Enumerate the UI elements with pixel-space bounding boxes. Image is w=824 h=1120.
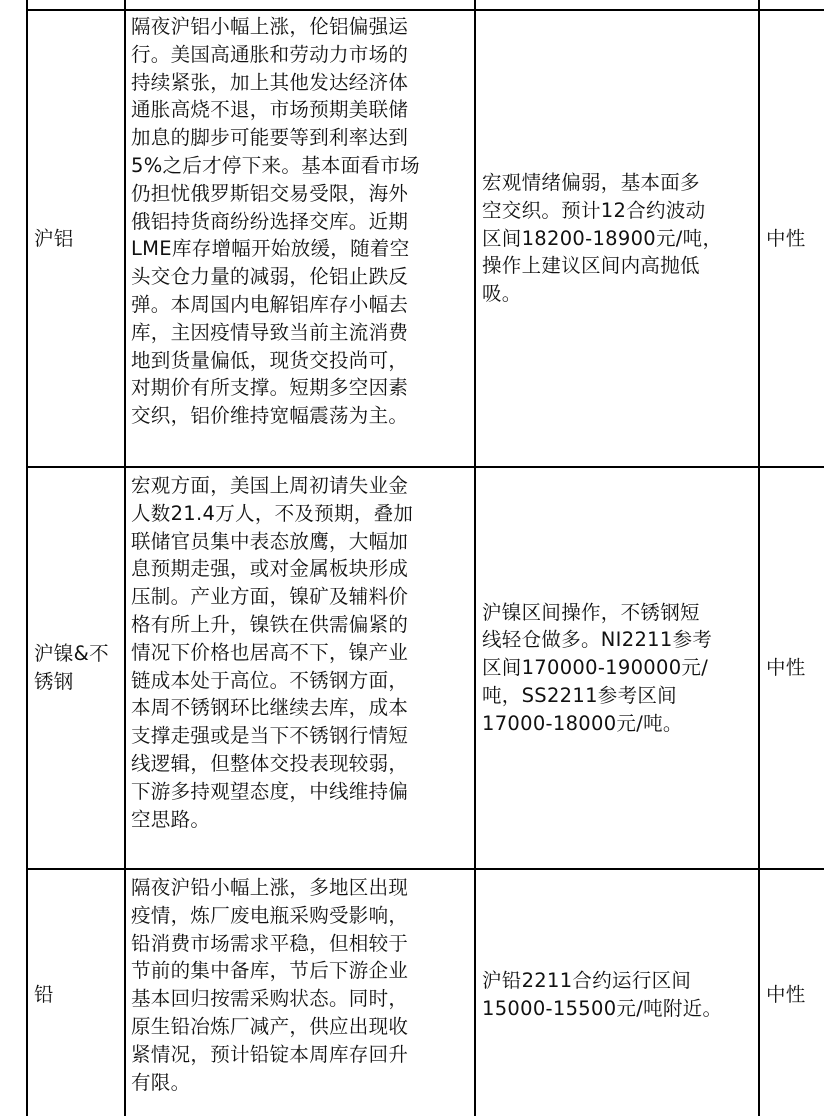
row-2-name-cell xyxy=(34,468,122,868)
row-1-analysis-cell xyxy=(131,13,468,466)
row-1-rating: 中性 xyxy=(766,226,806,250)
row-1-view: 宏观情绪偏弱，基本面多 空交织。预计12合约波动 区间18200-18900元/吨， 操作上建议区间内高抛低 吸。 xyxy=(482,171,723,306)
row-3-view: 沪铅2211合约运行区间 15000-15500元/吨附近。 xyxy=(482,969,723,1020)
row-1-rating-cell xyxy=(766,11,824,466)
row-2-view: 沪镍区间操作，不锈钢短 线轻仓做多。NI2211参考 区间170000-190000元/ 吨，SS2211参考区间 17000-18000元/吨。 xyxy=(482,600,713,735)
row-2-analysis: 宏观方面，美国上周初请失业金 人数21.4万人，不及预期，叠加 联储官员集中表态放鹰，大幅加 息预期走强，或对金属板块形成 压制。产业方面，镍矿及辅料价 格有所上升，镍铁在供需偏紧的 情况下价格也居高不下，镍产业 链成本处于高位。不锈钢方面， 本周不锈钢环比继续去库，成本 支撑走强或是当下不锈钢行情短 线逻辑，但整体交投表现较弱， 下游多持观望态度，中线维持偏 空思路。 xyxy=(131,474,414,831)
row-3-analysis-cell xyxy=(131,874,468,1116)
row-3-name-cell xyxy=(34,870,122,1120)
row-1-name: 沪铝 xyxy=(34,226,74,250)
grid-left-line xyxy=(26,0,28,1116)
row-1-name-cell xyxy=(34,11,122,466)
row-2-rating-cell xyxy=(766,468,824,868)
row-3-rating: 中性 xyxy=(766,983,806,1007)
grid-col-line-2 xyxy=(474,0,476,1116)
row-1-view-cell xyxy=(482,11,757,466)
row-1-analysis: 隔夜沪铝小幅上涨，伦铝偏强运 行。美国高通胀和劳动力市场的 持续紧张，加上其他发达经济体 通胀高烧不退，市场预期美联储 加息的脚步可能要等到利率达到 5%之后才停下来。基本面看市场 仍担忧俄罗斯铝交易受限，海外 俄铝持货商纷纷选择交库。近期 LME库存增幅开始放缓，随着空 头交仓力量的减弱，伦铝止跌反 弹。本周国内电解铝库存小幅去 库，主因疫情导致当前主流消费 地到货量偏低，现货交投尚可， 对期价有所支撑。短期多空因素 交织，铝价维持宽幅震荡为主。 xyxy=(131,15,420,428)
row-3-view-cell xyxy=(482,870,757,1120)
row-2-rating: 中性 xyxy=(766,656,806,680)
row-2-analysis-cell xyxy=(131,472,468,868)
row-2-name: 沪镍&不 锈钢 xyxy=(34,642,109,693)
row-2-view-cell xyxy=(482,468,757,868)
row-3-analysis: 隔夜沪铅小幅上涨，多地区出现 疫情，炼厂废电瓶采购受影响， 铅消费市场需求平稳，但相较于 节前的集中备库，节后下游企业 基本回归按需采购状态。同时， 原生铅冶炼厂减产，供应出现收 紧情况，预计铅锭本周库存回升 有限。 xyxy=(131,876,409,1094)
row-3-name: 铅 xyxy=(34,983,54,1007)
grid-col-line-1 xyxy=(124,0,126,1116)
grid-col-line-3 xyxy=(758,0,760,1116)
row-3-rating-cell xyxy=(766,870,824,1120)
